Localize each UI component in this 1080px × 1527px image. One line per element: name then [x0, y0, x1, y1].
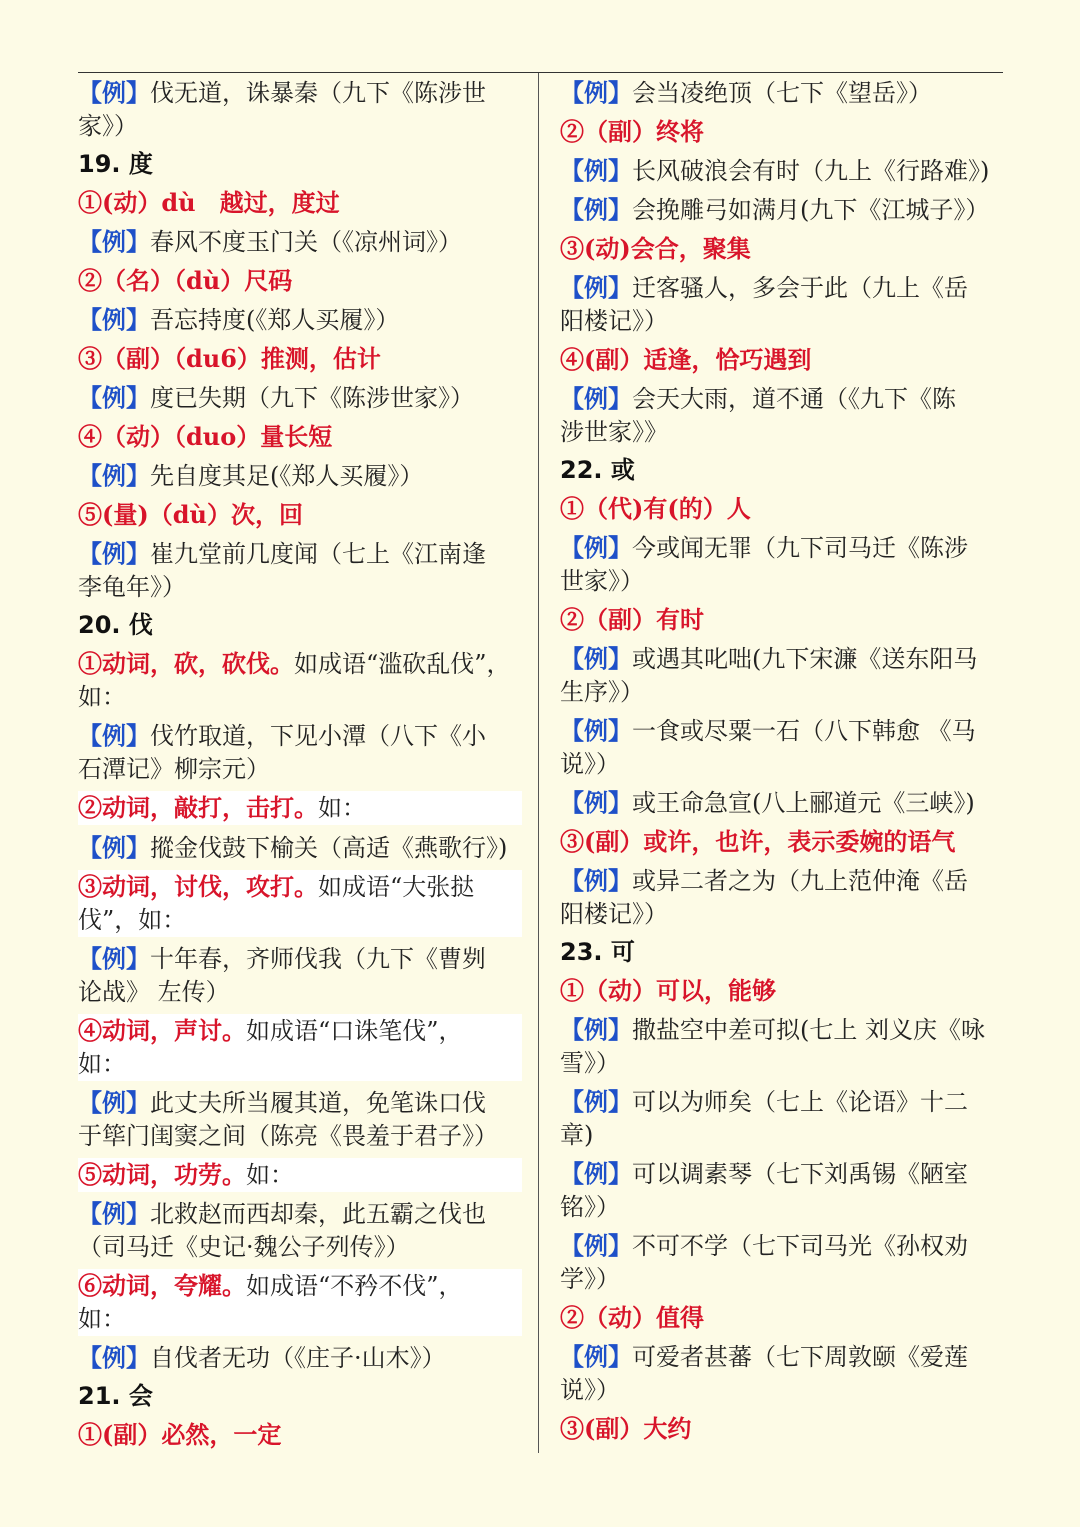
- example-text: 此丈夫所当履其道，免笔诛口伐: [150, 1089, 486, 1117]
- example-tag: 【例】: [560, 1015, 632, 1044]
- example-entry: [560, 1229, 1003, 1296]
- example-text: 可以为师矣（七上《论语》十二: [632, 1088, 968, 1116]
- example-tag: 【例】: [560, 384, 632, 413]
- example-entry: [78, 1341, 522, 1375]
- example-text: 涉世家》》: [560, 418, 668, 446]
- entry-line: [78, 719, 522, 753]
- example-text: 撒盐空中差可拟(七上 刘义庆《咏: [632, 1016, 985, 1044]
- entry-line: [78, 1197, 522, 1231]
- example-entry: [78, 381, 522, 415]
- example-entry: [560, 714, 1003, 781]
- example-tag: 【例】: [78, 833, 150, 862]
- entry-line: [560, 1301, 1003, 1335]
- sense-label: ③(动)会合，聚集: [560, 234, 751, 263]
- sense-label: ⑤(量)（dù）次，回: [78, 500, 303, 529]
- entry-line: [78, 148, 522, 181]
- sense-entry: [78, 1418, 522, 1452]
- example-entry: [560, 531, 1003, 598]
- sense-entry: [560, 1301, 1003, 1335]
- sense-label: ③动词，讨伐，攻打。: [78, 872, 318, 901]
- example-text: 家》）: [78, 112, 138, 140]
- example-text: 十年春，齐师伐我（九下《曹刿: [150, 945, 486, 973]
- sense-entry: [78, 791, 522, 825]
- example-tag: 【例】: [78, 721, 150, 750]
- sense-entry: [560, 974, 1003, 1008]
- example-entry: [560, 786, 1003, 820]
- sense-label: ④(副）适逢，恰巧遇到: [560, 345, 812, 374]
- entry-line: [560, 1085, 1003, 1119]
- entry-line: [560, 492, 1003, 526]
- sense-label: ①（动）可以，能够: [560, 976, 776, 1005]
- word-heading: 23. 可: [560, 938, 635, 966]
- entry-line: [560, 936, 1003, 969]
- entry-line: [78, 303, 522, 337]
- example-entry: [560, 271, 1003, 338]
- example-entry: [78, 459, 522, 493]
- entry-line: [78, 571, 522, 604]
- example-text: 先自度其足(《郑人买履》）: [150, 462, 424, 490]
- entry-line: [560, 825, 1003, 859]
- entry-line: [78, 870, 522, 904]
- entry-line: [560, 454, 1003, 487]
- left-column: [78, 76, 522, 1452]
- sense-label: ②（副）终将: [560, 117, 704, 146]
- example-entry: [560, 1085, 1003, 1152]
- example-tag: 【例】: [78, 539, 150, 568]
- entry-line: [560, 416, 1003, 449]
- example-text: 不可不学（七下司马光《孙权劝: [632, 1232, 968, 1260]
- example-tag: 【例】: [560, 78, 632, 107]
- entry-line: [560, 786, 1003, 820]
- example-text: 可爱者甚蕃（七下周敦颐《爱莲: [632, 1343, 968, 1371]
- entry-line: [560, 382, 1003, 416]
- top-rule: [78, 72, 1003, 73]
- entry-line: [78, 1341, 522, 1375]
- example-entry: [560, 1013, 1003, 1080]
- example-text: 或王命急宣(八上郦道元《三峡》): [632, 789, 975, 817]
- entry-line: [78, 381, 522, 415]
- entry-line: [78, 1418, 522, 1452]
- word-heading: 22. 或: [560, 456, 635, 484]
- example-tag: 【例】: [78, 461, 150, 490]
- sense-entry: [78, 1269, 522, 1336]
- entry-line: [560, 232, 1003, 266]
- sense-entry: [560, 603, 1003, 637]
- word-heading: 20. 伐: [78, 611, 153, 639]
- example-text: 或异二者之为（九上范仲淹《岳: [632, 867, 968, 895]
- entry-line: [560, 271, 1003, 305]
- entry-line: [560, 676, 1003, 709]
- sense-label: ①（代)有(的）人: [560, 494, 751, 523]
- entry-line: [560, 1263, 1003, 1296]
- example-text: 章): [560, 1121, 594, 1149]
- entry-line: [560, 714, 1003, 748]
- sense-note: 伐”，如：: [78, 906, 187, 934]
- entry-line: [560, 343, 1003, 377]
- example-tag: 【例】: [560, 1159, 632, 1188]
- entry-line: [78, 420, 522, 454]
- entry-heading: [560, 454, 1003, 487]
- example-tag: 【例】: [78, 227, 150, 256]
- example-text: 自伐者无功（《庄子·山木》）: [150, 1344, 446, 1372]
- entry-line: [78, 110, 522, 143]
- entry-line: [560, 974, 1003, 1008]
- sense-label: ②（副）有时: [560, 605, 704, 634]
- example-entry: [78, 225, 522, 259]
- sense-label: ⑤动词，功劳。: [78, 1160, 246, 1189]
- entry-line: [78, 1380, 522, 1413]
- example-text: 北救赵而西却秦，此五霸之伐也: [150, 1200, 486, 1228]
- sense-note: 如成语“滥砍乱伐”，: [294, 650, 511, 678]
- entry-line: [78, 1269, 522, 1303]
- example-entry: [560, 382, 1003, 449]
- example-text: 论战》 左传）: [78, 978, 230, 1006]
- entry-heading: [560, 936, 1003, 969]
- example-entry: [560, 154, 1003, 188]
- entry-line: [560, 531, 1003, 565]
- example-text: 迁客骚人，多会于此（九上《岳: [632, 274, 968, 302]
- example-text: 于筚门闺窦之间（陈亮《畏羞于君子》）: [78, 1122, 498, 1150]
- entry-line: [78, 681, 522, 714]
- sense-note: 如：: [318, 794, 366, 822]
- example-entry: [560, 193, 1003, 227]
- sense-label: ③(副）或许，也许，表示委婉的语气: [560, 827, 956, 856]
- example-entry: [78, 76, 522, 143]
- entry-line: [560, 1229, 1003, 1263]
- entry-line: [560, 898, 1003, 931]
- example-text: 石潭记》柳宗元）: [78, 755, 270, 783]
- example-text: 摐金伐鼓下榆关（高适《燕歌行》): [150, 834, 508, 862]
- entry-line: [560, 1157, 1003, 1191]
- example-text: 生序》）: [560, 678, 644, 706]
- example-text: 度已失期（九下《陈涉世家》）: [150, 384, 474, 412]
- example-text: 或遇其叱咄(九下宋濂《送东阳马: [632, 645, 978, 673]
- entry-line: [78, 225, 522, 259]
- entry-line: [78, 186, 522, 220]
- example-text: 李龟年》）: [78, 573, 186, 601]
- entry-line: [78, 342, 522, 376]
- entry-line: [560, 1047, 1003, 1080]
- sense-label: ①(副）必然，一定: [78, 1420, 282, 1449]
- entry-line: [560, 1191, 1003, 1224]
- sense-label: ③（副）（du6）推测，估计: [78, 344, 381, 373]
- entry-line: [78, 647, 522, 681]
- entry-heading: [78, 609, 522, 642]
- example-text: 今或闻无罪（九下司马迁《陈涉: [632, 534, 968, 562]
- example-text: 铭》）: [560, 1193, 620, 1221]
- example-entry: [78, 942, 522, 1009]
- sense-entry: [78, 264, 522, 298]
- example-entry: [78, 303, 522, 337]
- entry-line: [78, 1158, 522, 1192]
- entry-line: [78, 537, 522, 571]
- entry-line: [560, 864, 1003, 898]
- entry-line: [78, 942, 522, 976]
- example-text: 会天大雨，道不通（《九下《陈: [632, 385, 956, 413]
- example-text: 伐竹取道，下见小潭（八下《小: [150, 722, 486, 750]
- example-text: 说》）: [560, 750, 620, 778]
- example-entry: [78, 537, 522, 604]
- example-text: 会挽雕弓如满月(九下《江城子》）: [632, 196, 990, 224]
- entry-line: [560, 1340, 1003, 1374]
- example-entry: [560, 76, 1003, 110]
- sense-note: 如：: [246, 1161, 294, 1189]
- example-tag: 【例】: [560, 644, 632, 673]
- entry-line: [560, 1013, 1003, 1047]
- entry-line: [560, 1119, 1003, 1152]
- sense-label: ①动词，砍，砍伐。: [78, 649, 294, 678]
- entry-line: [78, 1014, 522, 1048]
- entry-line: [560, 603, 1003, 637]
- sense-entry: [560, 343, 1003, 377]
- example-text: 阳楼记》）: [560, 307, 668, 335]
- sense-entry: [78, 498, 522, 532]
- sense-entry: [560, 115, 1003, 149]
- sense-label: ④动词，声讨。: [78, 1016, 246, 1045]
- sense-entry: [78, 1158, 522, 1192]
- entry-line: [560, 565, 1003, 598]
- entry-line: [560, 642, 1003, 676]
- sense-entry: [78, 1014, 522, 1081]
- entry-line: [78, 459, 522, 493]
- sense-label: ③(副）大约: [560, 1414, 692, 1443]
- sense-entry: [78, 647, 522, 714]
- example-tag: 【例】: [560, 788, 632, 817]
- sense-note: 如成语“大张挞: [318, 873, 475, 901]
- example-tag: 【例】: [560, 1087, 632, 1116]
- entry-line: [78, 498, 522, 532]
- example-entry: [560, 864, 1003, 931]
- example-text: 可以调素琴（七下刘禹锡《陋室: [632, 1160, 968, 1188]
- entry-heading: [78, 1380, 522, 1413]
- example-text: 伐无道，诛暴秦（九下《陈涉世: [150, 79, 486, 107]
- example-tag: 【例】: [560, 1342, 632, 1371]
- entry-line: [78, 753, 522, 786]
- example-text: 长风破浪会有时（九上《行路难》): [632, 157, 990, 185]
- sense-label: ②（名）（dù）尺码: [78, 266, 293, 295]
- sense-note: 如：: [78, 1050, 126, 1078]
- entry-line: [78, 904, 522, 937]
- example-text: 春风不度玉门关（《凉州词》）: [150, 228, 462, 256]
- entry-line: [560, 748, 1003, 781]
- sense-entry: [78, 420, 522, 454]
- example-tag: 【例】: [78, 1343, 150, 1372]
- example-tag: 【例】: [560, 866, 632, 895]
- entry-line: [78, 976, 522, 1009]
- example-entry: [78, 1197, 522, 1264]
- entry-line: [560, 154, 1003, 188]
- entry-line: [78, 831, 522, 865]
- entry-line: [560, 1374, 1003, 1407]
- example-tag: 【例】: [560, 273, 632, 302]
- sense-entry: [78, 186, 522, 220]
- example-entry: [78, 1086, 522, 1153]
- example-tag: 【例】: [78, 1088, 150, 1117]
- sense-note: 如：: [78, 1305, 126, 1333]
- entry-line: [78, 1086, 522, 1120]
- entry-line: [78, 1120, 522, 1153]
- example-tag: 【例】: [560, 156, 632, 185]
- sense-label: ②动词，敲打，击打。: [78, 793, 318, 822]
- right-column: [560, 76, 1003, 1446]
- entry-line: [560, 305, 1003, 338]
- word-heading: 19. 度: [78, 150, 153, 178]
- sense-entry: [560, 232, 1003, 266]
- sense-entry: [560, 825, 1003, 859]
- example-text: （司马迁《史记·魏公子列传》）: [78, 1233, 410, 1261]
- example-tag: 【例】: [560, 1231, 632, 1260]
- example-tag: 【例】: [560, 533, 632, 562]
- entry-line: [560, 76, 1003, 110]
- entry-line: [78, 791, 522, 825]
- example-text: 雪》）: [560, 1049, 620, 1077]
- sense-note: 如成语“口诛笔伐”，: [246, 1017, 463, 1045]
- example-entry: [560, 1340, 1003, 1407]
- entry-line: [78, 1303, 522, 1336]
- entry-line: [560, 1412, 1003, 1446]
- example-tag: 【例】: [78, 944, 150, 973]
- sense-note: 如成语“不矜不伐”，: [246, 1272, 463, 1300]
- example-tag: 【例】: [78, 1199, 150, 1228]
- example-text: 一食或尽粟一石（八下韩愈 《马: [632, 717, 976, 745]
- example-text: 世家》）: [560, 567, 644, 595]
- entry-line: [78, 1231, 522, 1264]
- example-tag: 【例】: [78, 383, 150, 412]
- entry-line: [560, 193, 1003, 227]
- sense-entry: [78, 870, 522, 937]
- example-text: 学》）: [560, 1265, 620, 1293]
- entry-line: [78, 609, 522, 642]
- entry-line: [78, 1048, 522, 1081]
- entry-heading: [78, 148, 522, 181]
- sense-label: ②（动）值得: [560, 1303, 704, 1332]
- column-divider: [538, 73, 539, 1453]
- sense-entry: [560, 1412, 1003, 1446]
- sense-label: ④（动）（duo）量长短: [78, 422, 333, 451]
- sense-note: 如：: [78, 683, 126, 711]
- entry-line: [560, 115, 1003, 149]
- example-tag: 【例】: [560, 195, 632, 224]
- example-text: 崔九堂前几度闻（七上《江南逢: [150, 540, 486, 568]
- example-tag: 【例】: [78, 78, 150, 107]
- example-entry: [560, 1157, 1003, 1224]
- sense-label: ①(动）dù 越过，度过: [78, 188, 340, 217]
- example-text: 说》）: [560, 1376, 620, 1404]
- example-tag: 【例】: [78, 305, 150, 334]
- example-text: 阳楼记》）: [560, 900, 668, 928]
- example-entry: [78, 719, 522, 786]
- entry-line: [78, 264, 522, 298]
- example-tag: 【例】: [560, 716, 632, 745]
- example-text: 会当凌绝顶（七下《望岳》）: [632, 79, 932, 107]
- sense-entry: [78, 342, 522, 376]
- entry-line: [78, 76, 522, 110]
- word-heading: 21. 会: [78, 1382, 153, 1410]
- sense-entry: [560, 492, 1003, 526]
- sense-label: ⑥动词，夸耀。: [78, 1271, 246, 1300]
- example-entry: [78, 831, 522, 865]
- example-text: 吾忘持度(《郑人买履》）: [150, 306, 400, 334]
- example-entry: [560, 642, 1003, 709]
